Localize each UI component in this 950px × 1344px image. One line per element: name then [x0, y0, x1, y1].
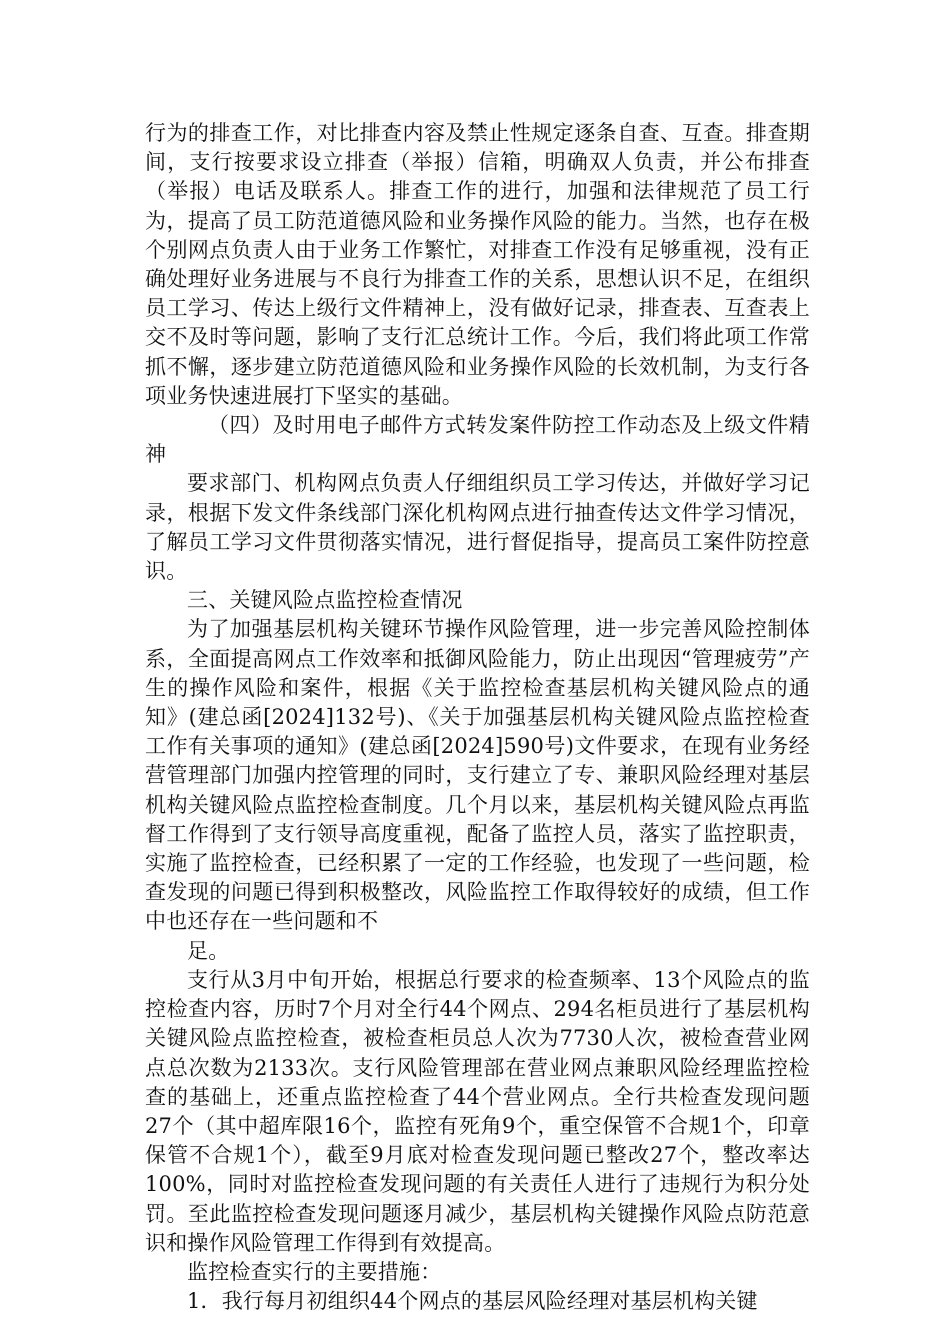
section-heading-key-risk-points: 三、关键风险点监控检查情况 [187, 588, 463, 613]
document-page [145, 119, 810, 1316]
paragraph-inspection-results: 支行从3月中旬开始，根据总行要求的检查频率、13个风险点的监控检查内容，历时7个月对全行44个网点、294名柜员进行了基层机构关键风险点监控检查，被检查柜员总人次为7730人次，被检查营业网点总次数为2133次。支行风险管理部在营业网点兼职风险经理监控检查的基础上，还重点监控检查了44个营业网点。全行共检查发现问题27个（其中超库限16个，监控有死角9个，重空保管不合规1个，印章保管不合规1个），截至9月底对检查发现问题已整改27个，整改率达100%，同时对监控检查发现问题的有关责任人进行了违规行为积分处罚。至此监控检查发现问题逐月减少，基层机构关键操作风险点防范意识和操作风险管理工作得到有效提高。 [145, 967, 810, 1255]
paragraph-risk-control-system: 为了加强基层机构关键环节操作风险管理，进一步完善风险控制体系，全面提高网点工作效率和抵御风险能力，防止出现因“管理疲劳”产生的操作风险和案件，根据《关于监控检查基层机构关键风险点的通知》(建总函[2024]132号)、《关于加强基层机构关键风险点监控检查工作有关事项的通知》(建总函[2024]590号)文件要求，在现有业务经营管理部门加强内控管理的同时，支行建立了专、兼职风险经理对基层机构关键风险点监控检查制度。几个月以来，基层机构关键风险点再监督工作得到了支行领导高度重视，配备了监控人员，落实了监控职责，实施了监控检查，已经积累了一定的工作经验，也发现了一些问题，检查发现的问题已得到积极整改，风险监控工作取得较好的成绩，但工作中也还存在一些问题和不 [145, 617, 810, 934]
section-heading-email-forwarding: （四）及时用电子邮件方式转发案件防控工作动态及上级文件精神 [145, 413, 810, 467]
paragraph-main-measures-heading: 监控检查实行的主要措施： [187, 1259, 442, 1284]
paragraph-measure-1: 1．我行每月初组织44个网点的基层风险经理对基层机构关键 [187, 1289, 758, 1314]
paragraph-investigation-work: 行为的排查工作，对比排查内容及禁止性规定逐条自查、互查。排查期间，支行按要求设立排查（举报）信箱，明确双人负责，并公布排查（举报）电话及联系人。排查工作的进行，加强和法律规范了员工行为，提高了员工防范道德风险和业务操作风险的能力。当然，也存在极个别网点负责人由于业务工作繁忙，对排查工作没有足够重视，没有正确处理好业务进展与不良行为排查工作的关系，思想认识不足，在组织员工学习、传达上级行文件精神上，没有做好记录，排查表、互查表上交不及时等问题，影响了支行汇总统计工作。今后，我们将此项工作常抓不懈，逐步建立防范道德风险和业务操作风险的长效机制，为支行各项业务快速进展打下坚实的基础。 [145, 121, 810, 408]
paragraph-study-requirements: 要求部门、机构网点负责人仔细组织员工学习传达，并做好学习记录，根据下发文件条线部门深化机构网点进行抽查传达文件学习情况，了解员工学习文件贯彻落实情况，进行督促指导，提高员工案件防控意识。 [145, 471, 810, 584]
paragraph-continuation: 足。 [187, 938, 230, 963]
